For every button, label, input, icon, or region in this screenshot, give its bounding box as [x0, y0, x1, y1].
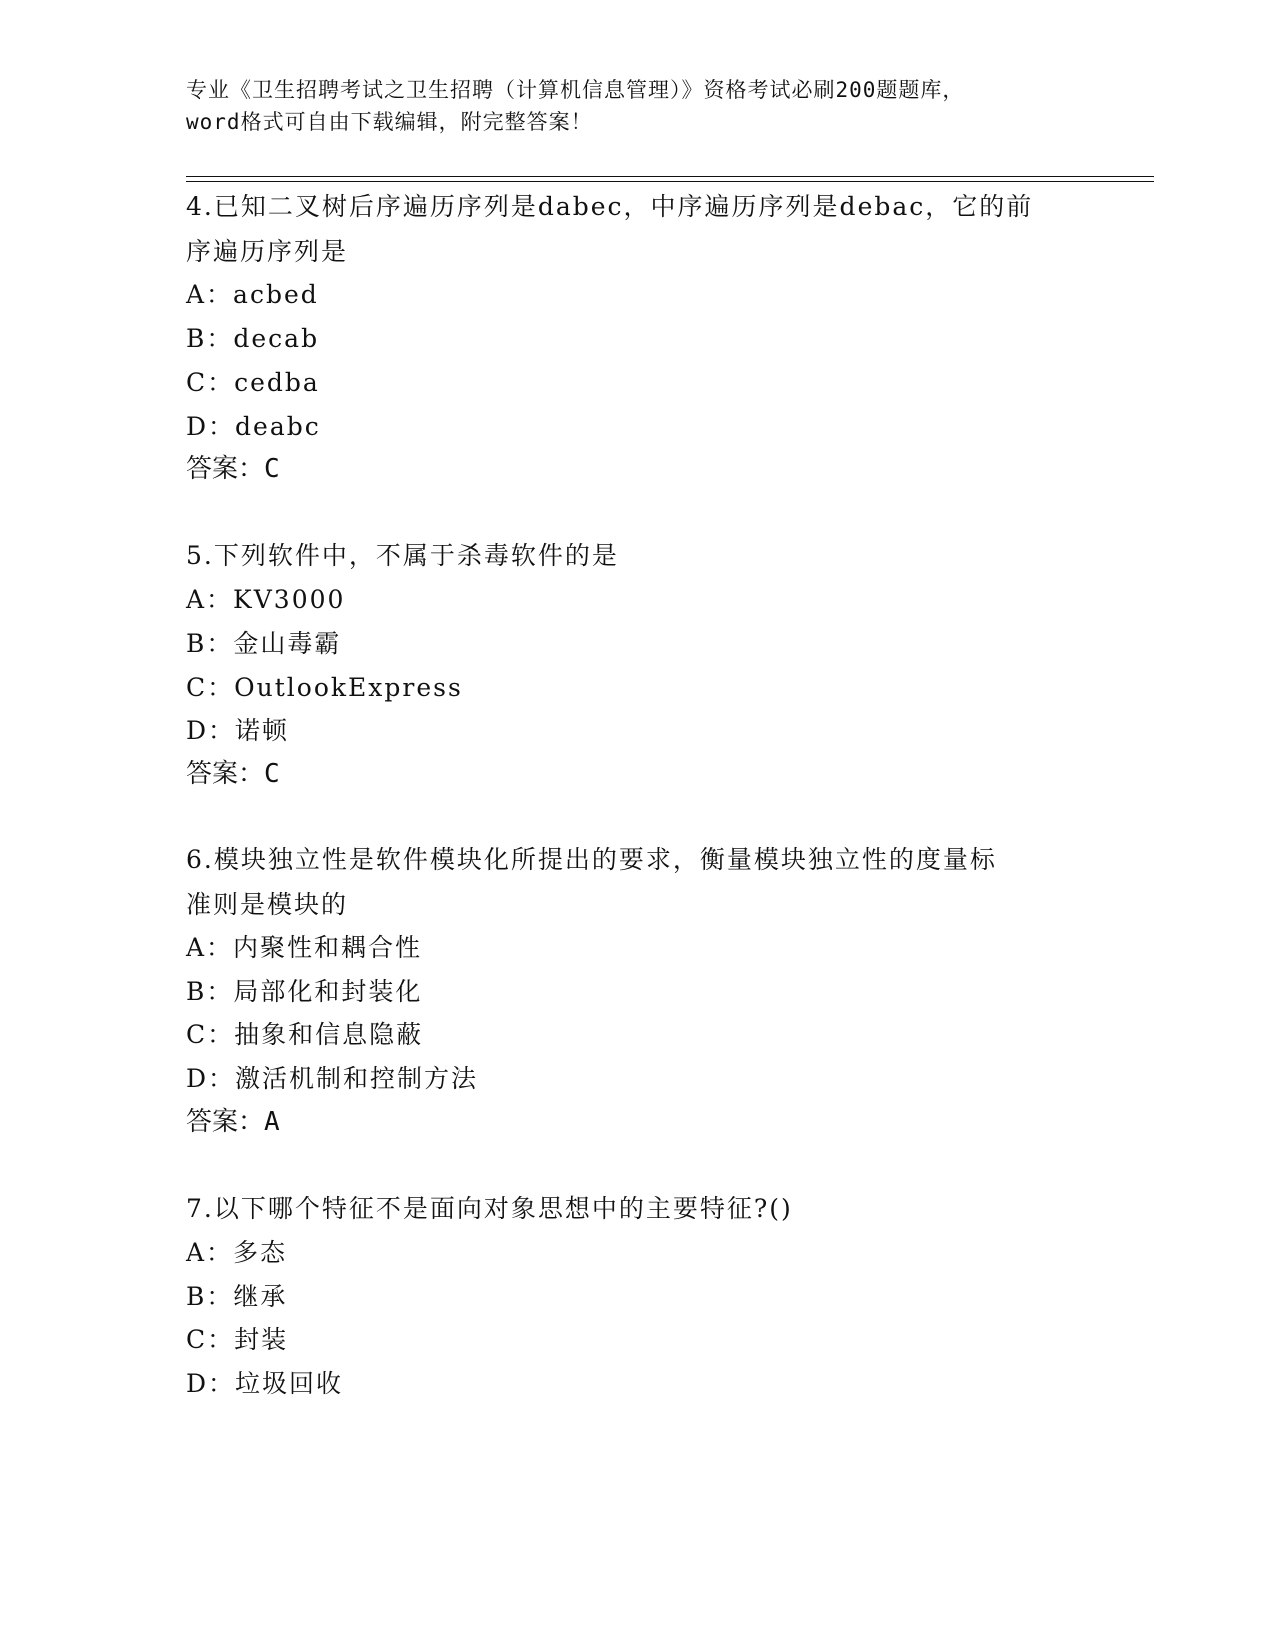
- header-line-1: 专业《卫生招聘考试之卫生招聘（计算机信息管理）》资格考试必刷200题题库，: [186, 78, 965, 102]
- question-7-stem: [186, 1192, 793, 1226]
- header-divider-top: [186, 176, 1154, 177]
- question-7-option-b: B：继承: [186, 1282, 288, 1311]
- answer-label: 答案：: [186, 454, 265, 484]
- header-divider-bottom: [186, 181, 1154, 182]
- question-stem-line: 5.下列软件中，不属于杀毒软件的是: [186, 541, 619, 570]
- question-4-option-a: A：acbed: [186, 280, 319, 309]
- question-4-option-c: C：cedba: [186, 368, 320, 397]
- question-4-answer: [186, 452, 280, 486]
- answer-value: C: [264, 759, 280, 789]
- question-4-stem: [186, 190, 1033, 269]
- question-6-answer: [186, 1105, 280, 1139]
- question-6-option-a: A：内聚性和耦合性: [186, 933, 423, 962]
- document-header: [186, 74, 1086, 138]
- question-7-option-a: A：多态: [186, 1238, 288, 1267]
- question-stem-line: 7.以下哪个特征不是面向对象思想中的主要特征?(): [186, 1194, 793, 1223]
- question-4-option-d: D：deabc: [186, 412, 321, 441]
- question-stem-line: 准则是模块的: [186, 890, 349, 919]
- question-4-option-b: B：decab: [186, 324, 320, 353]
- question-5-option-c: C：OutlookExpress: [186, 673, 463, 702]
- answer-value: C: [264, 454, 280, 484]
- question-6-option-b: B：局部化和封装化: [186, 977, 423, 1006]
- question-6-option-d: D：激活机制和控制方法: [186, 1064, 479, 1093]
- question-stem-line: 序遍历序列是: [186, 237, 349, 266]
- header-line-2: word格式可自由下载编辑，附完整答案！: [186, 110, 593, 134]
- answer-label: 答案：: [186, 1107, 265, 1137]
- question-5-option-b: B：金山毒霸: [186, 629, 342, 658]
- question-stem-line: 6.模块独立性是软件模块化所提出的要求，衡量模块独立性的度量标: [186, 845, 997, 874]
- question-5-option-d: D：诺顿: [186, 716, 290, 745]
- question-5-option-a: A：KV3000: [186, 585, 346, 614]
- question-7-option-c: C：封装: [186, 1325, 289, 1354]
- question-5-answer: [186, 757, 280, 791]
- question-6-stem: [186, 843, 997, 922]
- question-7-option-d: D：垃圾回收: [186, 1369, 344, 1398]
- question-5-stem: [186, 539, 619, 573]
- question-stem-line: 4.已知二叉树后序遍历序列是dabec，中序遍历序列是debac，它的前: [186, 192, 1034, 221]
- answer-label: 答案：: [186, 759, 265, 789]
- answer-value: A: [264, 1107, 280, 1137]
- question-6-option-c: C：抽象和信息隐蔽: [186, 1020, 424, 1049]
